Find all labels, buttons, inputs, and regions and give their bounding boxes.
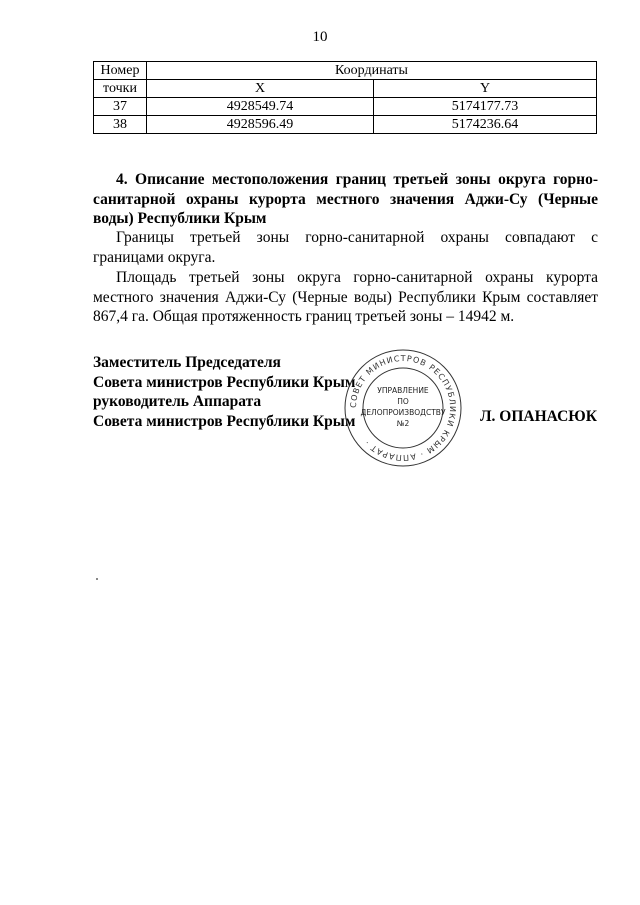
table-subheader-row bbox=[94, 80, 597, 98]
official-stamp bbox=[338, 348, 468, 468]
paragraph-area: Площадь третьей зоны округа горно-санитарной охраны курорта местного значения Аджи-Су (Черные воды) Республики Крым составляет 867,4 га. Общая протяженность границ третьей зоны – 14942 м. bbox=[93, 269, 598, 325]
stamp-line: УПРАВЛЕНИЕ bbox=[377, 386, 429, 395]
paragraph-boundaries: Границы третьей зоны горно-санитарной охраны совпадают с границами округа. bbox=[93, 229, 598, 266]
stamp-line: ДЕЛОПРОИЗВОДСТВУ bbox=[360, 408, 446, 417]
signature-block bbox=[93, 353, 355, 431]
section-heading: 4. Описание местоположения границ третьей зоны округа горно-санитарной охраны курорта местного значения Аджи-Су (Черные воды) Республики Крым bbox=[93, 171, 598, 227]
table-row bbox=[94, 116, 597, 134]
signatory-name: Л. ОПАНАСЮК bbox=[480, 408, 597, 425]
y-value: 5174177.73 bbox=[374, 98, 597, 116]
y-value: 5174236.64 bbox=[374, 116, 597, 134]
signature-line: руководитель Аппарата bbox=[93, 393, 262, 410]
signature-line: Заместитель Председателя bbox=[93, 354, 281, 371]
scan-speck bbox=[96, 578, 98, 580]
table-header-row bbox=[94, 62, 597, 80]
signature-line: Совета министров Республики Крым bbox=[93, 373, 356, 391]
stamp-line: №2 bbox=[396, 419, 410, 428]
header-x: X bbox=[147, 80, 374, 98]
stamp-line: ПО bbox=[397, 397, 409, 406]
coordinates-table bbox=[93, 61, 597, 134]
header-coordinates: Координаты bbox=[147, 62, 597, 80]
page-number: 10 bbox=[312, 29, 328, 45]
table-row bbox=[94, 98, 597, 116]
signature-line: Совета министров Республики Крым bbox=[93, 412, 356, 430]
header-number-top: Номер bbox=[94, 62, 147, 80]
header-y: Y bbox=[374, 80, 597, 98]
point-number: 37 bbox=[94, 98, 147, 116]
x-value: 4928596.49 bbox=[147, 116, 374, 134]
point-number: 38 bbox=[94, 116, 147, 134]
x-value: 4928549.74 bbox=[147, 98, 374, 116]
stamp-ring-text: СОВЕТ МИНИСТРОВ РЕСПУБЛИКИ КРЫМ · АППАРАТ · bbox=[348, 353, 458, 463]
header-number-bottom: точки bbox=[94, 80, 147, 98]
